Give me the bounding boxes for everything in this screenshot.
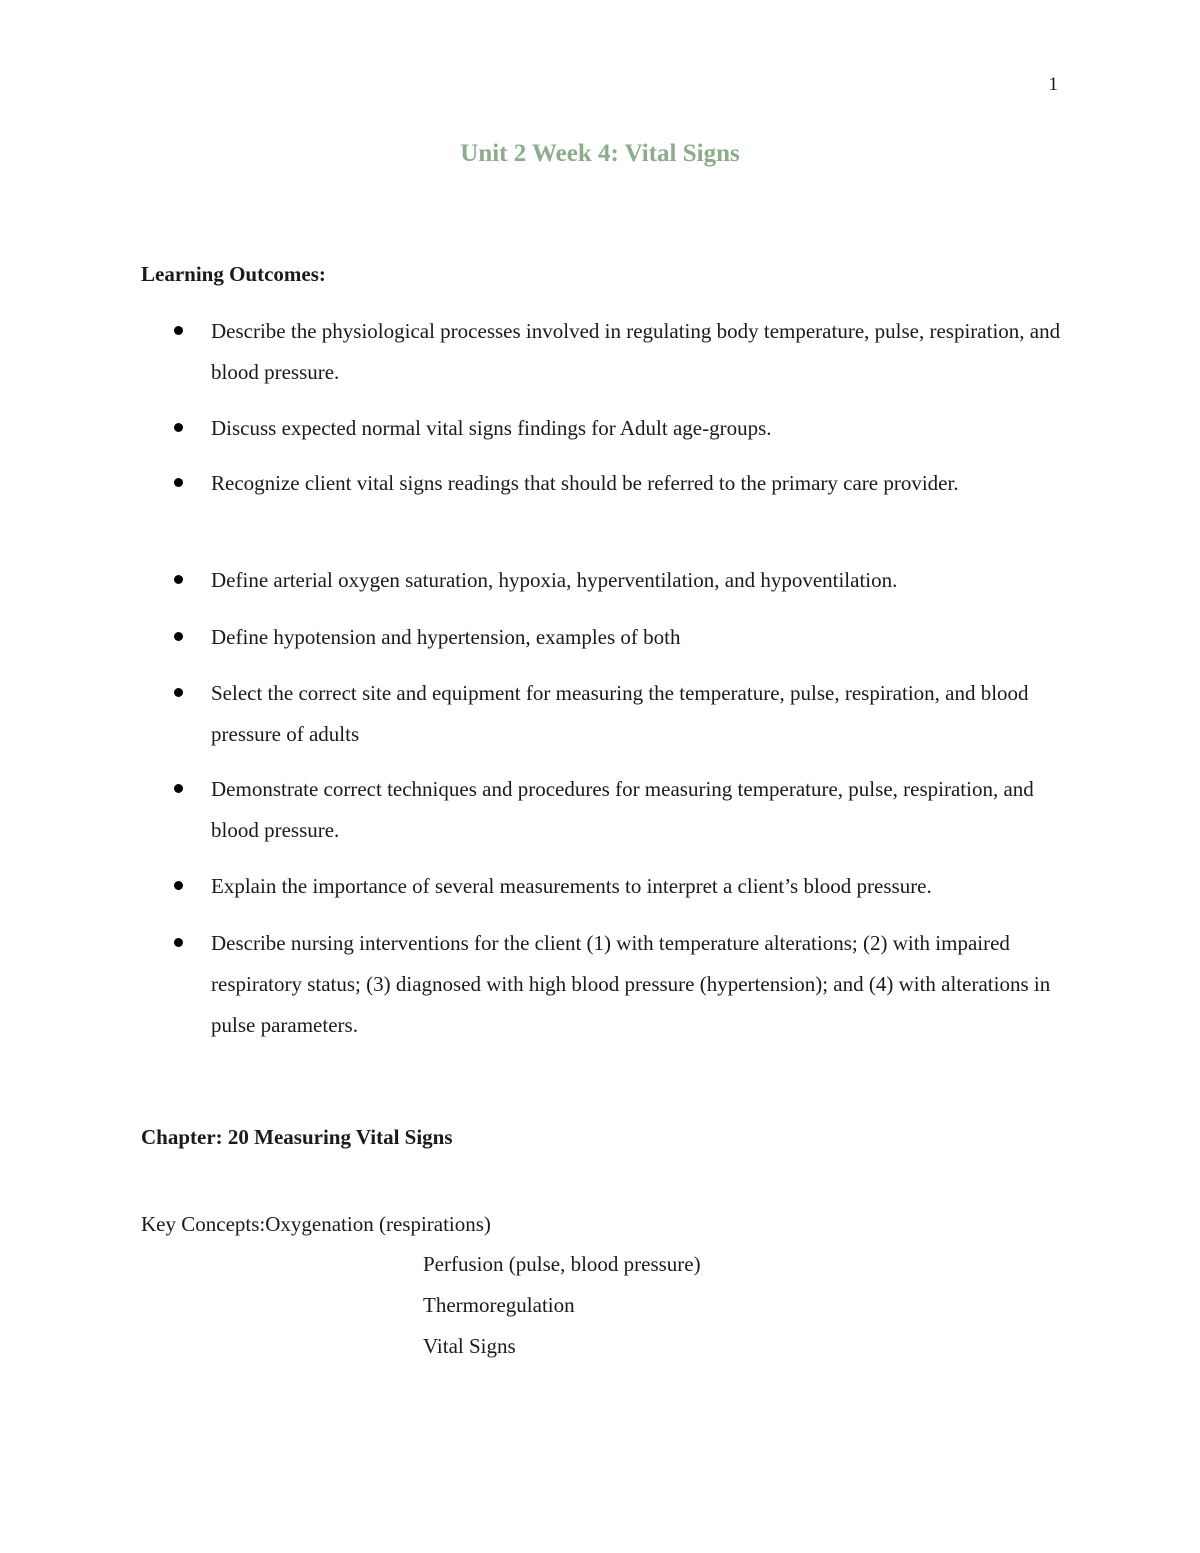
key-concept-item: Oxygenation (respirations) [265, 1212, 491, 1236]
bullet-icon [174, 575, 183, 584]
outcome-text: Recognize client vital signs readings that should be referred to the primary care provider. [211, 471, 959, 495]
outcome-text: Discuss expected normal vital signs findings for Adult age-groups. [211, 416, 772, 440]
list-item [211, 769, 1071, 851]
key-concepts-label: Key Concepts: [141, 1212, 266, 1236]
bullet-icon [174, 688, 183, 697]
bullet-icon [174, 478, 183, 487]
bullet-icon [174, 326, 183, 335]
list-item [211, 408, 1071, 449]
list-item [211, 617, 1071, 658]
list-item [211, 866, 1071, 907]
outcome-text: Describe the physiological processes involved in regulating body temperature, pulse, respiration, and blood pressure. [211, 319, 1061, 384]
key-concept-item: Thermoregulation [423, 1293, 575, 1317]
key-concept-item: Vital Signs [423, 1334, 516, 1358]
outcome-text: Describe nursing interventions for the client (1) with temperature alterations; (2) with impaired respiratory status; (3) diagnosed with high blood pressure (hypertension); and (4) with alterations in pulse parameters. [211, 931, 1051, 1037]
list-item [211, 673, 1071, 755]
chapter-heading: Chapter: 20 Measuring Vital Signs [141, 1125, 453, 1149]
outcome-text: Explain the importance of several measurements to interpret a client’s blood pressure. [211, 874, 932, 898]
outcome-text: Define hypotension and hypertension, examples of both [211, 625, 681, 649]
bullet-icon [174, 423, 183, 432]
bullet-icon [174, 881, 183, 890]
outcome-text: Demonstrate correct techniques and procedures for measuring temperature, pulse, respiration, and blood pressure. [211, 777, 1034, 842]
bullet-icon [174, 938, 183, 947]
document-title: Unit 2 Week 4: Vital Signs [460, 140, 740, 167]
outcome-text: Select the correct site and equipment for measuring the temperature, pulse, respiration, and blood pressure of adults [211, 681, 1029, 746]
list-item [211, 311, 1071, 393]
list-item [211, 923, 1071, 1046]
list-item [211, 463, 1071, 504]
list-item [211, 560, 1071, 601]
key-concept-item: Perfusion (pulse, blood pressure) [423, 1252, 701, 1276]
bullet-icon [174, 784, 183, 793]
outcome-text: Define arterial oxygen saturation, hypoxia, hyperventilation, and hypoventilation. [211, 568, 898, 592]
learning-outcomes-heading: Learning Outcomes: [141, 262, 326, 286]
page-number: 1 [1048, 74, 1058, 95]
bullet-icon [174, 632, 183, 641]
